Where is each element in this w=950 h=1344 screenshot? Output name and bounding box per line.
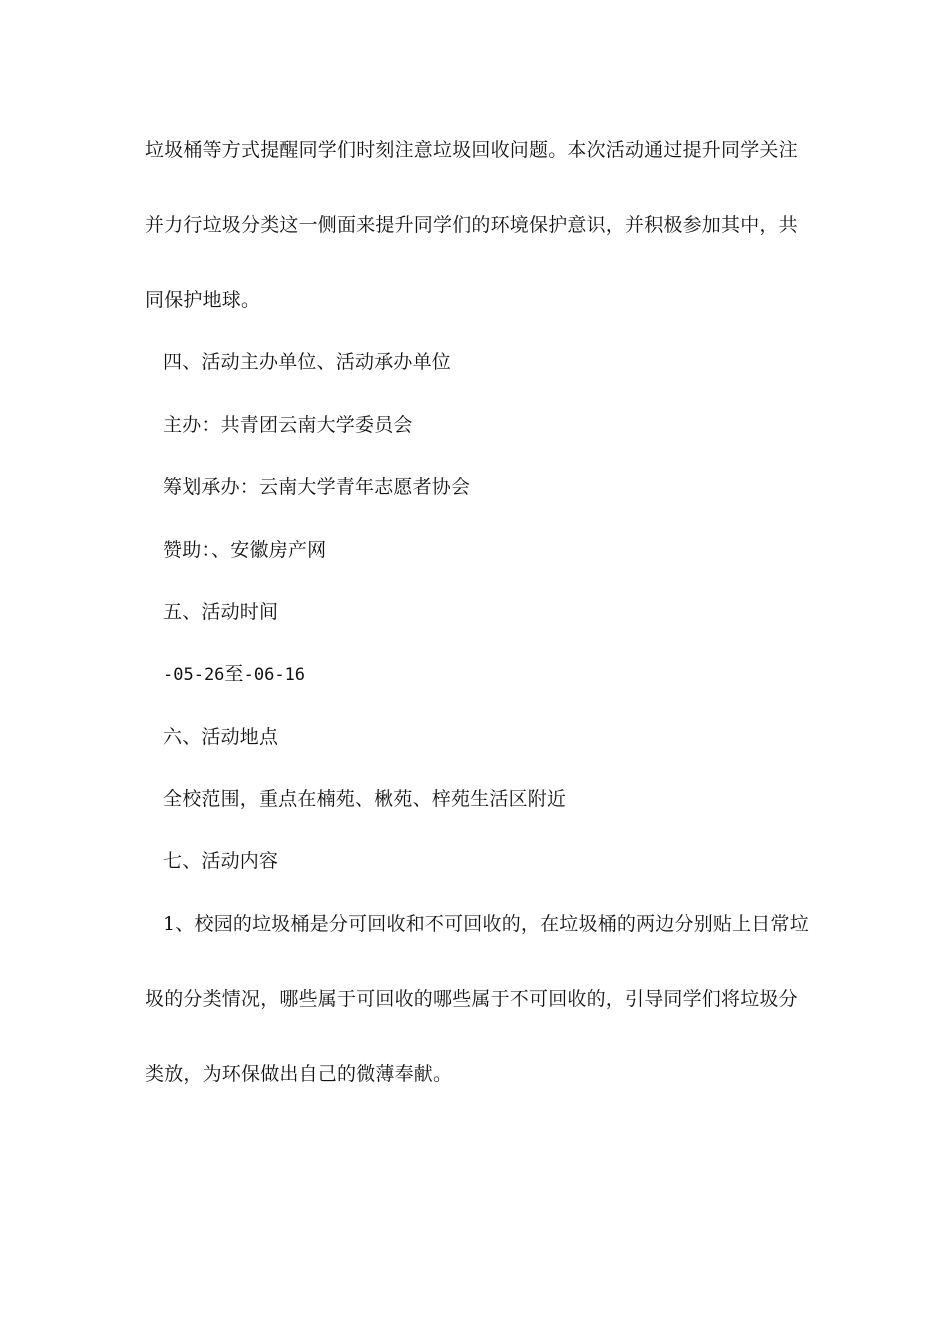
section-heading-hosts: 四、活动主办单位、活动承办单位: [163, 351, 452, 373]
host-organization: 主办：共青团云南大学委员会: [163, 414, 413, 436]
date-end: -06-16: [243, 665, 306, 685]
item-number: 1: [163, 913, 176, 935]
organizer-organization: 筹划承办：云南大学青年志愿者协会: [163, 476, 471, 498]
content-item-line: 圾的分类情况，哪些属于可回收的哪些属于不可回收的，引导同学们将垃圾分: [145, 988, 798, 1010]
location-text: 全校范围，重点在楠苑、楸苑、梓苑生活区附近: [163, 788, 567, 810]
content-item-line: [163, 912, 843, 936]
content-item-line: 类放，为环保做出自己的微薄奉献。: [145, 1063, 453, 1085]
date-separator: 至: [224, 663, 244, 685]
section-heading-location: 六、活动地点: [163, 726, 279, 748]
date-start: -05-26: [163, 665, 225, 685]
section-heading-content: 七、活动内容: [163, 850, 279, 872]
paragraph-line: 垃圾桶等方式提醒同学们时刻注意垃圾回收问题。本次活动通过提升同学关注: [145, 139, 798, 161]
item-text: 、校园的垃圾桶是分可回收和不可回收的，在垃圾桶的两边分别贴上日常垃: [175, 913, 809, 935]
section-heading-time: 五、活动时间: [163, 601, 279, 623]
activity-date-range: [163, 662, 843, 687]
sponsor-line: 赞助：、安徽房产网: [163, 539, 327, 561]
paragraph-line: 并力行垃圾分类这一侧面来提升同学们的环境保护意识，并积极参加其中，共: [145, 214, 798, 236]
paragraph-line: 同保护地球。: [145, 289, 261, 311]
